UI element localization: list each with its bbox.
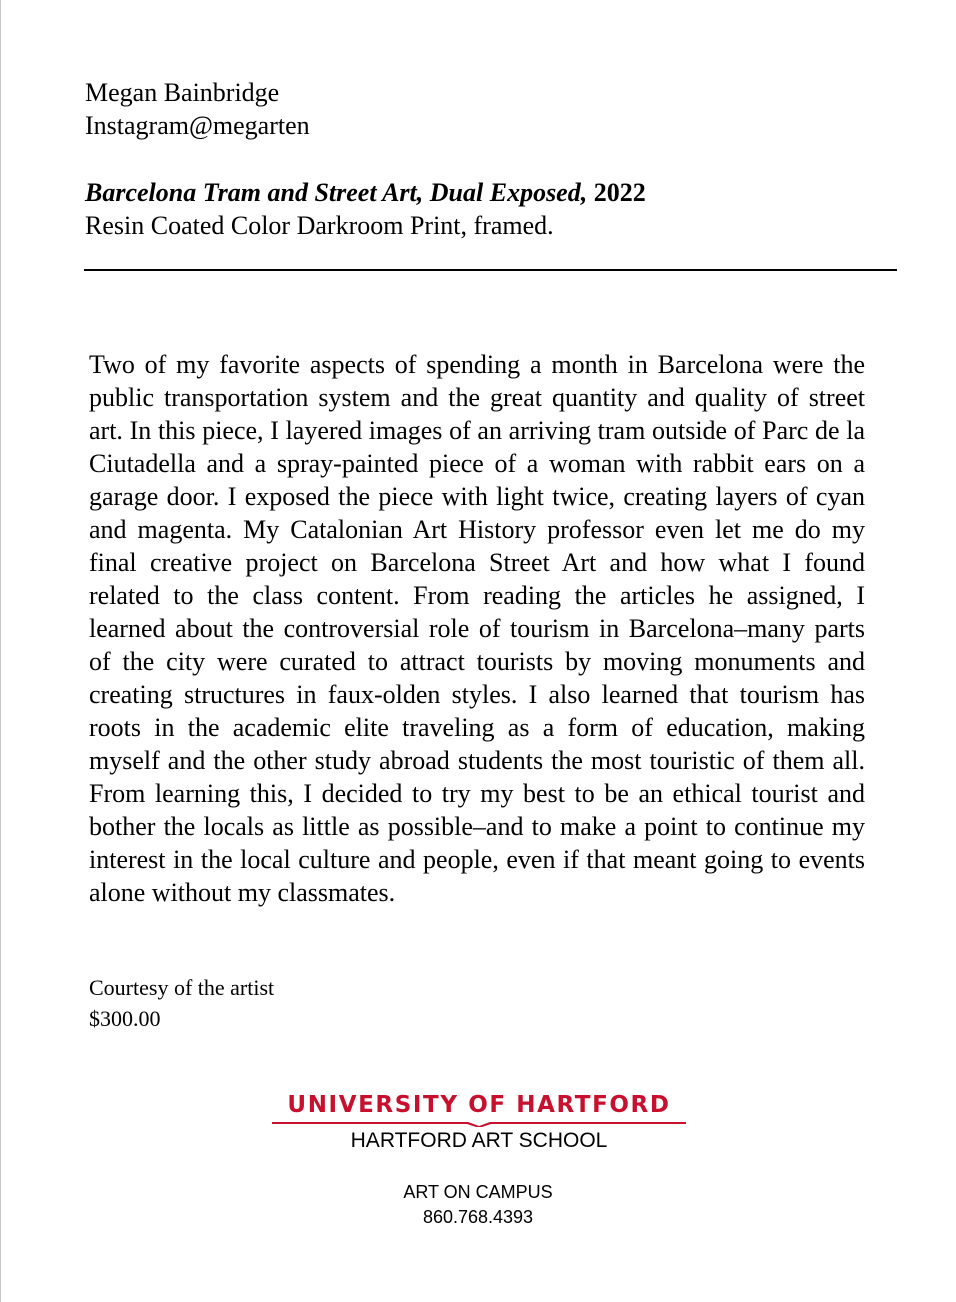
university-logo [272, 1089, 686, 1129]
artist-statement: Two of my favorite aspects of spending a month in Barcelona were the public transportation system and the great quantity and quality of street art. In this piece, I layered images of an arriving tram outside of Parc de la Ciutadella and a spray-painted piece of a woman with rabbit ears on a garage door. I exposed the piece with light twice, creating layers of cyan and magenta. My Catalonian Art History professor even let me do my final creative project on Barcelona Street Art and how what I found related to the class content. From reading the articles he assigned, I learned about the controversial role of tourism in Barcelona–many parts of the city were curated to attract tourists by moving monuments and creating structures in faux-olden styles. I also learned that tourism has roots in the academic elite traveling as a form of education, making myself and the other study abroad students the most touristic of them all. From learning this, I decided to try my best to be an ethical tourist and bother the locals as little as possible–and to make a point to continue my interest in the local culture and people, even if that meant going to events alone without my classmates. [89, 350, 865, 907]
artist-name: Megan Bainbridge [85, 78, 280, 107]
artwork-year: 2022 [593, 178, 646, 207]
contact-info [328, 1180, 628, 1230]
artist-info [85, 76, 310, 142]
price: $300.00 [89, 1006, 161, 1031]
university-wordmark: UNIVERSITY OF HARTFORD [287, 1092, 671, 1118]
artwork-title-line [85, 176, 646, 209]
artist-instagram: Instagram@megarten [85, 111, 310, 140]
artwork-medium: Resin Coated Color Darkroom Print, framed. [85, 211, 554, 240]
courtesy-line: Courtesy of the artist [89, 975, 275, 1000]
artwork-info [85, 176, 646, 242]
divider-rule [84, 269, 897, 271]
phone-number: 860.768.4393 [422, 1207, 534, 1227]
credit-info [89, 972, 274, 1034]
school-name: HARTFORD ART SCHOOL [350, 1129, 608, 1152]
artwork-title: Barcelona Tram and Street Art, Dual Exposed, [85, 178, 588, 207]
page-edge [0, 0, 1, 1302]
program-name: ART ON CAMPUS [403, 1182, 553, 1202]
logo-underline-icon [272, 1119, 686, 1127]
